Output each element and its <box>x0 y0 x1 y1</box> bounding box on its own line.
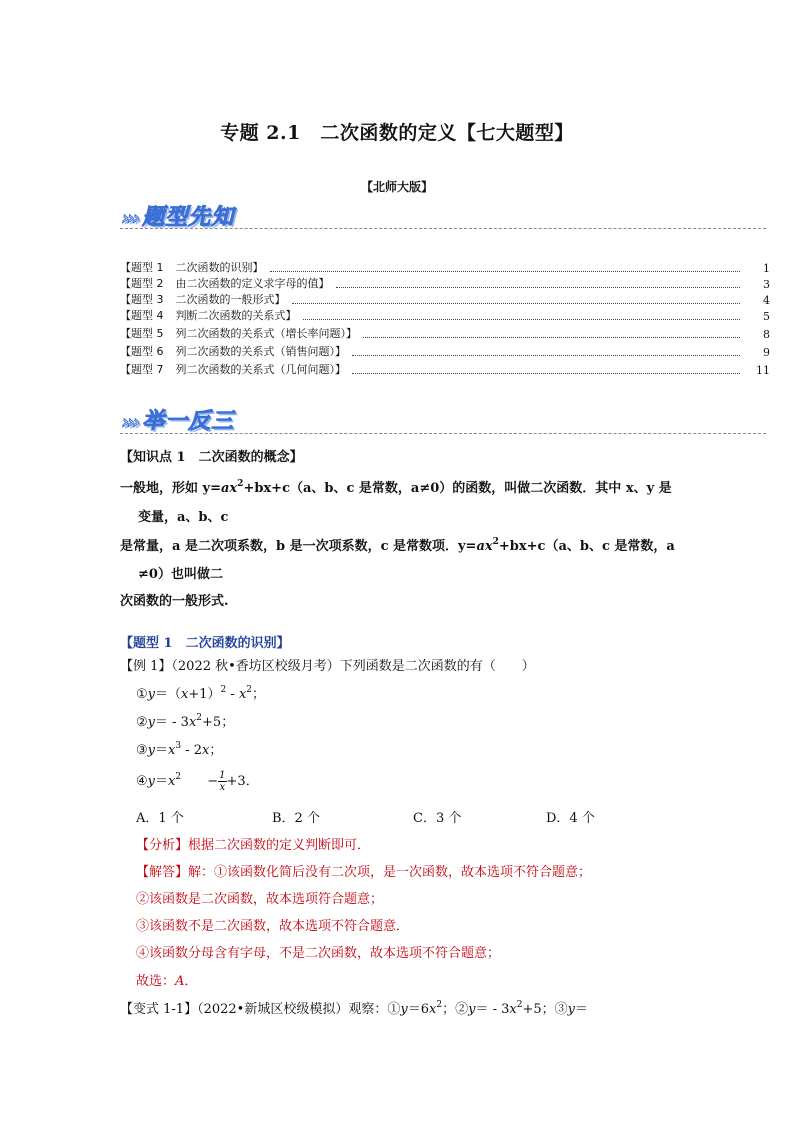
choice-c[interactable]: C．3 个 <box>413 811 462 826</box>
toc-leader <box>363 337 740 338</box>
document-title: 专题 2.1 二次函数的定义【七大题型】 <box>220 122 574 144</box>
toc-page: 11 <box>756 364 770 377</box>
knowledge-line: 一般地，形如 $y=ax^2+bx+c(a$、b、c 是常数，a≠0）的函数，叫做二次函数．其中 x、y 是 <box>120 479 672 496</box>
toc-page: 4 <box>763 294 770 307</box>
knowledge-line: ≠0）也叫做二 <box>138 567 223 582</box>
toc-row[interactable]: 【题型 4 判断二次函数的关系式】 5 <box>120 309 770 323</box>
solution-line: 【解答】解：①该函数化简后没有二次项，是一次函数，故本选项不符合题意； <box>136 865 592 880</box>
analysis-line: 【分析】根据二次函数的定义判断即可． <box>136 838 371 853</box>
toc-leader <box>270 271 741 272</box>
banner-text: 举一反三 <box>142 409 235 434</box>
option-2: ②y＝ - $3x^2+5$； <box>136 713 235 730</box>
option-4: $④y=x^2$ − $\frac{1}{x}$ +3． <box>136 770 259 793</box>
knowledge-line: 次函数的一般形式. <box>120 594 229 609</box>
toc-leader <box>336 287 741 288</box>
solution-answer: 故选：A． <box>136 974 198 989</box>
option-3: $③y=x^3 - 2x$； <box>136 741 223 758</box>
toc-row[interactable]: 【题型 5 列二次函数的关系式（增长率问题）】 8 <box>120 327 770 341</box>
solution-line: ③该函数不是二次函数，故本选项不符合题意． <box>136 919 410 934</box>
variant-stem: 【变式 1-1】（2022•新城区校级模拟）观察：$①y=6x^2$；②y＝ - $3x^2+5$；③y＝ <box>120 1000 588 1017</box>
toc-leader <box>292 303 741 304</box>
toc-row[interactable]: 【题型 1 二次函数的识别】 1 <box>120 261 770 275</box>
toc-page: 1 <box>763 262 770 275</box>
knowledge-line: 是常量，a 是二次项系数，b 是一次项系数，c 是常数项．$y=ax^2+bx+c(a$、b、c 是常数，a <box>120 537 675 554</box>
banner-question-types <box>122 200 234 231</box>
banner-examples <box>122 404 234 435</box>
edition-label: 【北师大版】 <box>360 180 433 194</box>
toc-page: 3 <box>763 278 770 291</box>
toc-row[interactable]: 【题型 2 由二次函数的定义求字母的值】 3 <box>120 277 770 291</box>
choice-b[interactable]: B．2 个 <box>272 811 320 826</box>
knowledge-heading: 【知识点 1 二次函数的概念】 <box>120 450 303 465</box>
choice-a[interactable]: A．1 个 <box>136 811 184 826</box>
example-stem: 【例 1】（2022 秋•香坊区校级月考）下列函数是二次函数的有（ ） <box>120 659 535 674</box>
solution-line: ②该函数是二次函数，故本选项符合题意； <box>136 892 384 907</box>
toc-leader <box>352 373 740 374</box>
toc-row[interactable]: 【题型 6 列二次函数的关系式（销售问题）】 9 <box>120 345 770 359</box>
banner-text: 题型先知 <box>142 205 235 230</box>
toc-page: 9 <box>763 346 770 359</box>
toc-page: 8 <box>763 328 770 341</box>
arrows-icon: ››› <box>122 412 139 433</box>
option-1: $①y=(x+1)^2 - x^2$； <box>136 685 266 702</box>
toc-row[interactable]: 【题型 3 二次函数的一般形式】 4 <box>120 293 770 307</box>
solution-line: ④该函数分母含有字母，不是二次函数，故本选项不符合题意； <box>136 946 501 961</box>
choice-d[interactable]: D．4 个 <box>546 811 595 826</box>
type-heading: 【题型 1 二次函数的识别】 <box>120 636 290 651</box>
arrows-icon: ››› <box>122 208 139 229</box>
toc-row[interactable]: 【题型 7 列二次函数的关系式（几何问题）】 11 <box>120 363 770 377</box>
toc-leader <box>352 355 740 356</box>
divider <box>120 228 766 229</box>
knowledge-line: 变量，a、b、c <box>138 510 229 525</box>
toc-leader <box>303 319 741 320</box>
divider <box>120 433 766 434</box>
toc-page: 5 <box>763 310 770 323</box>
